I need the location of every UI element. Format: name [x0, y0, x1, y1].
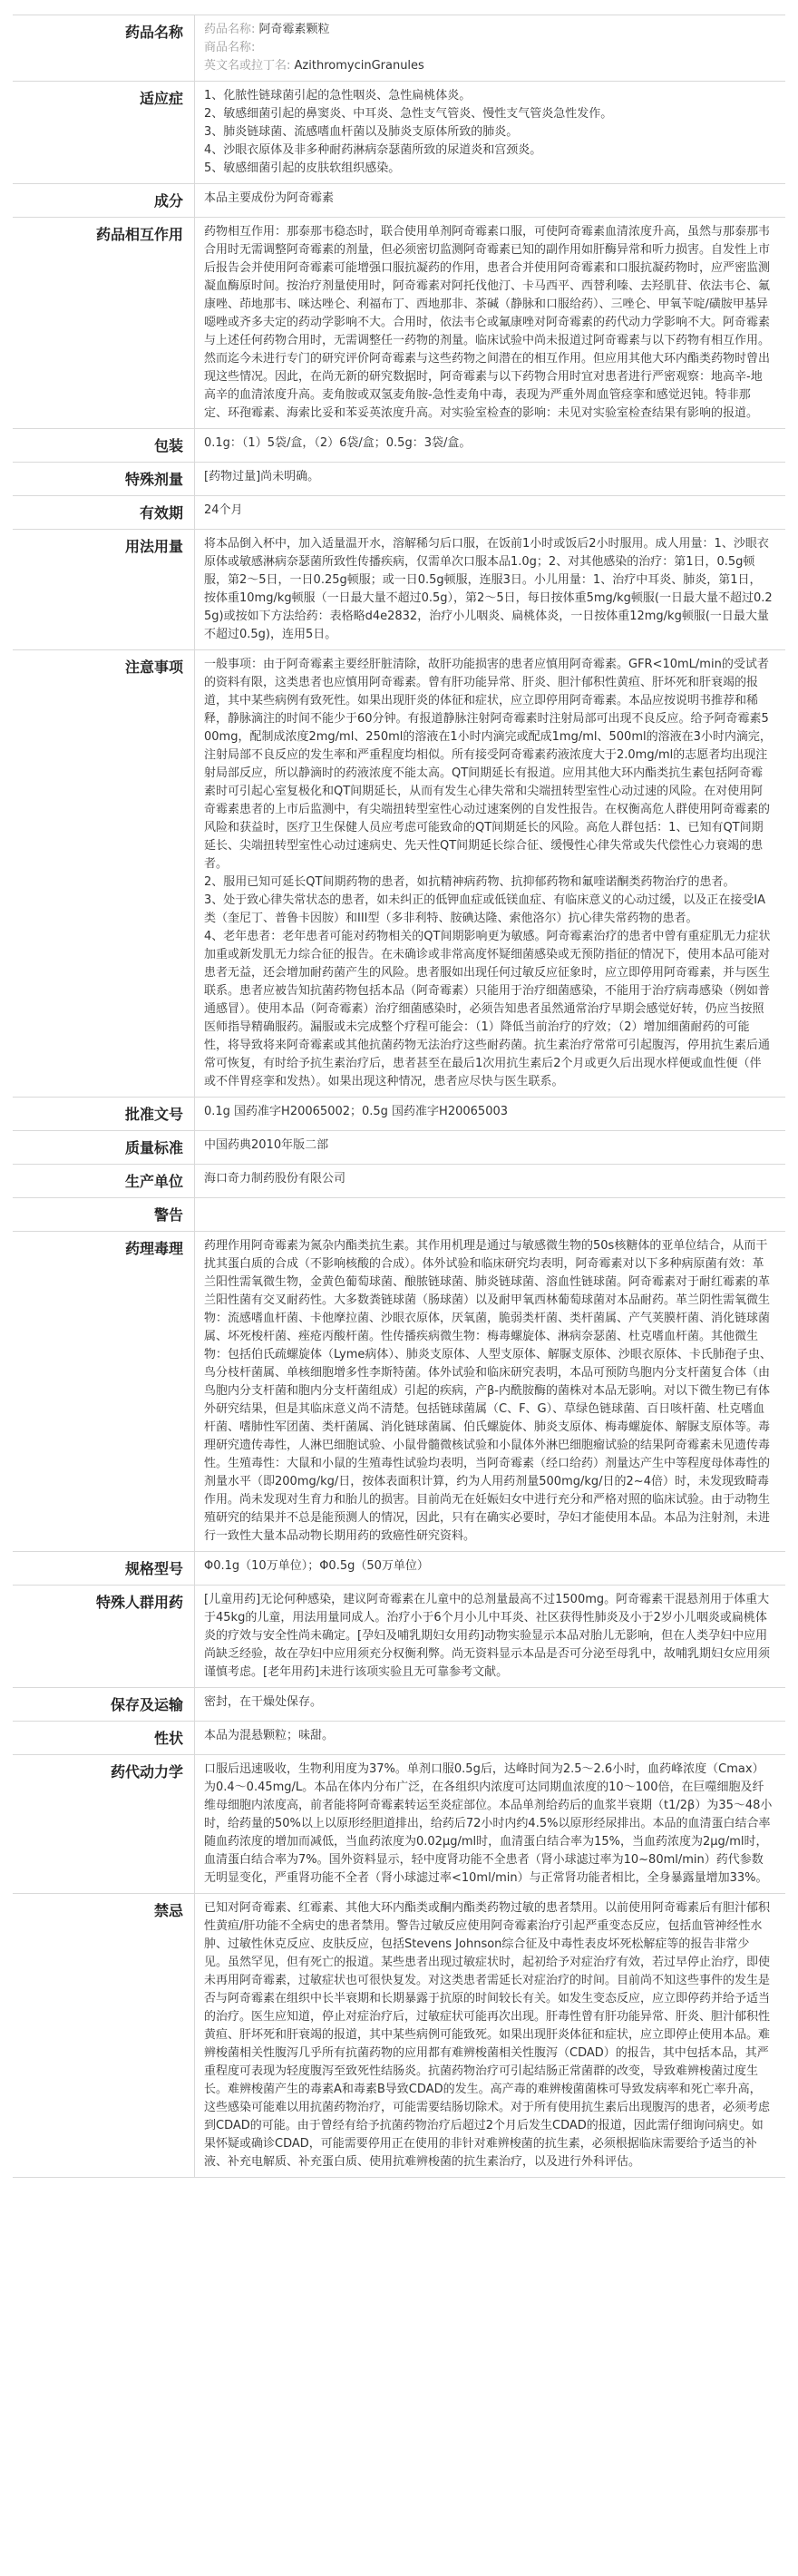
paragraph: 4、沙眼衣原体及非多种耐药淋病奈瑟菌所致的尿道炎和宫颈炎。 [204, 143, 542, 157]
row-section [13, 530, 785, 650]
paragraph: 海口奇力制药股份有限公司 [204, 1172, 346, 1186]
paragraph: 已知对阿奇霉素、红霉素、其他大环内酯类或酮内酯类药物过敏的患者禁用。以前使用阿奇霉素后有胆汁郁积性黄疸/肝功能不全病史的患者禁用。警告过敏反应使用阿奇霉素治疗引起严重变态反应，包括血管神经性水肿、过敏性休克反应、皮肤反应，包括Stevens Johnson综合征及中毒性表皮坏死松解症等的报告非常少见。虽然罕见，但有死亡的报道。某些患者出现过敏症状时，起初给予对症治疗有效，若过早停止治疗，即使未再用阿奇霉素，过敏症状也可很快复发。对这类患者需延长对症治疗的时间。目前尚不知这些事件的发生是否与阿奇霉素在组织中长半衰期和长期暴露于抗原的时间较长有关。如发生变态反应，应立即停药并给予适当的治疗。医生应知道，停止对症治疗后，过敏症状可能再次出现。肝毒性曾有肝功能异常、肝炎、胆汁郁积性黄疸、肝坏死和肝衰竭的报道，其中某些病例可能致死。如果出现肝炎体征和症状，应立即停止使用本品。难辨梭菌相关性腹泻几乎所有抗菌药物的应用都有难辨梭菌相关性腹泻（CDAD）的报告，其中包括本品，其严重程度可表现为轻度腹泻至致死性结肠炎。抗菌药物治疗可引起结肠正常菌群的改变，导致难辨梭菌过度生长。难辨梭菌产生的毒素A和毒素B导致CDAD的发生。高产毒的难辨梭菌菌株可导致发病率和死亡率升高，这些感染可能难以用抗菌药物治疗，可能需要结肠切除术。对于所有使用抗生素后出现腹泻的患者，必须考虑到CDAD的可能。由于曾经有给予抗菌药物治疗后超过2个月后发生CDAD的报道，因此需仔细询问病史。如果怀疑或确诊CDAD，可能需要停用正在使用的非针对难辨梭菌的抗生素，必须根据临床需要给予适当的补液、补充电解质、补充蛋白质、使用抗难辨梭菌的抗生素治疗，以及进行外科评估。 [204, 1901, 771, 2169]
row-section [13, 184, 785, 218]
paragraph: 药物相互作用：那泰那韦稳态时，联合使用单剂阿奇霉素口服，可使阿奇霉素血清浓度升高，虽然与那泰那韦合用时无需调整阿奇霉素的剂量，但必须密切监测阿奇霉素已知的副作用如肝酶异常和听力损害。自发性上市后报告会并使用阿奇霉素可能增强口服抗凝药的作用，患者合并使用阿奇霉素和口服抗凝药物时，应严密监测凝血酶原时间。按治疗剂量使用时，阿奇霉素对阿托伐他汀、卡马西平、西替利嗪、去羟肌苷、依法韦仑、氟康唑、茚地那韦、咪达唑仑、利福布丁、西地那非、茶碱（静脉和口服给药）、三唑仑、甲氧苄啶/磺胺甲基异噁唑或齐多夫定的药动学影响不大。合用时，依法韦仑或氟康唑对阿奇霉素的药代动力学影响不大。阿奇霉素与上述任何药物合用时，无需调整任一药物的剂量。临床试验中尚未报道过阿奇霉素与以下药物有相互作用。然而迄今未进行专门的研究评价阿奇霉素与这些药物之间潜在的相互作用。但应用其他大环内酯类药物时曾出现这些情况。因此，在尚无新的研究数据时，阿奇霉素与以下药物合用时宜对患者进行严密观察：地高辛-地高辛的血清浓度升高。麦角胺或双氢麦角胺-急性麦角中毒，表现为严重外周血管痉挛和感觉迟钝。特非那定、环孢霉素、海索比妥和苯妥英浓度升高。对实验室检查的影响：未见对实验室检查结果有影响的报道。 [204, 225, 771, 420]
row-value [194, 650, 785, 1097]
row-section [13, 496, 785, 530]
row-section [13, 429, 785, 463]
trade-name-key: 商品名称: [204, 41, 256, 54]
row-section [13, 1755, 785, 1894]
paragraph: 口服后迅速吸收，生物利用度为37%。单剂口服0.5g后，达峰时间为2.5～2.6小时，血药峰浓度（Cmax）为0.4～0.45mg/L。本品在体内分布广泛，在各组织内浓度可达同期血浓度的10～100倍，在巨噬细胞及纤维母细胞内浓度高，前者能将阿奇霉素转运至炎症部位。本品单剂给药后的血浆半衰期（t1/2β）为35～48小时，给药量的50%以上以原形经胆道排出，给药后72小时内约4.5%以原形经尿排出。本品的血清蛋白结合率随血药浓度的增加而减低，当血药浓度为0.02μg/ml时，血清蛋白结合率为15%，当血药浓度为2μg/ml时，血清蛋白结合率为7%。国外资料显示，轻中度肾功能不全患者（肾小球滤过率为10~80ml/min）药代参数无明显变化，严重肾功能不全者（肾小球滤过率<10ml/min）与正常肾功能者相比，全身暴露量增加33%。 [204, 1762, 773, 1885]
row-label: 药品名称 [124, 24, 183, 41]
row-value [194, 1586, 785, 1687]
paragraph: 中国药典2010年版二部 [204, 1138, 329, 1152]
row-value [194, 1098, 785, 1130]
generic-name-key: 药品名称: [204, 23, 256, 36]
row-label: 禁忌 [153, 1902, 183, 1919]
paragraph: [药物过量]尚未明确。 [204, 470, 320, 483]
row-drug-name [13, 15, 785, 82]
row-label: 生产单位 [124, 1173, 183, 1190]
row-label: 警告 [153, 1206, 183, 1224]
row-value [194, 496, 785, 529]
row-label: 特殊人群用药 [95, 1594, 183, 1611]
paragraph: 一般事项：由于阿奇霉素主要经肝脏清除，故肝功能损害的患者应慎用阿奇霉素。GFR<10mL/min的受试者的资料有限，这类患者也应慎用阿奇霉素。曾有肝功能异常、肝炎、胆汁郁积性黄疸、肝坏死和肝衰竭的报道，其中某些病例有致死性。如果出现肝炎的体征和症状，应立即停用阿奇霉素。本品应按说明书推荐和稀释，静脉滴注的时间不能少于60分钟。有报道静脉注射阿奇霉素时注射局部可出现不良反应。给予阿奇霉素500mg，配制成浓度2mg/ml、250ml的溶液在1小时内滴完或配成1mg/ml、500ml的溶液在3小时内滴完，注射局部不良反应的发生率和严重程度均相似。所有接受阿奇霉素药液浓度大于2.0mg/ml的志愿者均出现注射局部反应，所以静滴时的药液浓度不能太高。QT间期延长有报道。应用其他大环内酯类抗生素包括阿奇霉素时可引起心室复极化和QT间期延长，从而有发生心律失常和尖端扭转型室性心动过速的风险。在对使用阿奇霉素患者的上市后监测中，有尖端扭转型室性心动过速案例的自发性报告。在权衡高危人群使用阿奇霉素的风险和获益时，医疗卫生保健人员应考虑可能致命的QT间期延长的风险。高危人群包括：1、已知有QT间期延长、尖端扭转型室性心动过速病史、先天性QT间期延长综合征、缓慢性心律失常或失代偿性心力衰竭的患者。 [204, 658, 772, 871]
paragraph: 2、服用已知可延长QT间期药物的患者，如抗精神病药物、抗抑郁药物和氟喹诺酮类药物治疗的患者。 [204, 875, 735, 889]
row-label: 性状 [153, 1730, 183, 1747]
row-section [13, 1232, 785, 1552]
paragraph: 4、老年患者：老年患者可能对药物相关的QT间期影响更为敏感。阿奇霉素治疗的患者中曾有重症肌无力症状加重或新发肌无力综合征的报告。在未确诊或非常高度怀疑细菌感染或无预防指征的情况下，使用本品可能对患者无益，还会增加耐药菌产生的风险。患者服如出现任何过敏反应征象时，应立即停用阿奇霉素，并与医生联系。患者应被告知抗菌药物包括本品（阿奇霉素）只能用于治疗细菌感染，不能用于治疗病毒感染（例如普通感冒）。使用本品（阿奇霉素）治疗细菌感染时，必须告知患者虽然通常治疗早期会感觉好转，仍应当按照医师指导精确服药。漏服或未完成整个疗程可能会：（1）降低当前治疗的疗效；（2）增加细菌耐药的可能性，将导致将来阿奇霉素或其他抗菌药物无法治疗这些耐药菌。抗生素治疗常常可引起腹泻，停用抗生素后通常可恢复，有时给予抗生素治疗后，患者甚至在最后1次用抗生素后2个月或更久后出现水样便或血性便（伴或不伴胃痉挛和发热）。如果出现这种情况，患者应尽快与医生联系。 [204, 930, 771, 1088]
sections-container [13, 82, 785, 2178]
paragraph: Φ0.1g（10万单位）；Φ0.5g（50万单位） [204, 1559, 429, 1573]
paragraph: 药理作用阿奇霉素为氮杂内酯类抗生素。其作用机理是通过与敏感微生物的50s核糖体的亚单位结合，从而干扰其蛋白质的合成（不影响核酸的合成）。体外试验和临床研究均表明，阿奇霉素对以下多种病原菌有效：革兰阳性需氧微生物，金黄色葡萄球菌、酿脓链球菌、肺炎链球菌、溶血性链球菌。阿奇霉素对于耐红霉素的革兰阳性菌有交叉耐药性。大多数粪链球菌（肠球菌）以及耐甲氧西林葡萄球菌对本品耐药。革兰阴性需氧微生物：流感嗜血杆菌、卡他摩拉菌、沙眼衣原体，厌氧菌，脆弱类杆菌、类杆菌属、产气荚膜杆菌、消化链球菌属、坏死梭杆菌、痤疮丙酸杆菌。性传播疾病微生物：梅毒螺旋体、淋病奈瑟菌、杜克嗜血杆菌。其他微生物：包括伯氏疏螺旋体（Lyme病体）、肺炎支原体、人型支原体、解脲支原体、沙眼衣原体、卡氏肺孢子虫、鸟分枝杆菌属、单核细胞增多性李斯特菌。体外试验和临床研究表明，本品可预防鸟胞内分支杆菌复合体（由鸟胞内分支杆菌和胞内分支杆菌组成）引起的疾病，产β-内酰胺酶的菌株对本品无影响。对以下微生物已有体外研究结果，但是其临床意义尚不清楚。包括链球菌属（C、F、G）、草绿色链球菌、百日咳杆菌、杜克嗜血杆菌、嗜肺性军团菌、类杆菌属、消化链球菌属、伯氏螺旋体、肺炎支原体、梅毒螺旋体、解脲支原体等。毒理研究遗传毒性，人淋巴细胞试验、小鼠骨髓微核试验和小鼠体外淋巴细胞瘤试验的结果阿奇霉素未见遗传毒性。生殖毒性：大鼠和小鼠的生殖毒性试验均表明，当阿奇霉素（经口给药）剂量达产生中等程度母体毒性的剂量水平（即200mg/kg/日，按体表面积计算，约为人用药剂量500mg/kg/日的2~4倍）时，未发现致畸毒作用。尚未发现对生育力和胎儿的损害。目前尚无在妊娠妇女中进行充分和严格对照的临床试验。由于动物生殖研究的结果并不总是能预测人的情况，因此，只有在确实必要时，孕妇才能使用本品。本品为注射剂，未进行一致性大量本品动物长期用药的致癌性研究资料。 [204, 1239, 772, 1543]
row-section [13, 82, 785, 184]
paragraph: 24个月 [204, 503, 243, 517]
row-value [194, 1722, 785, 1754]
paragraph: 1、化脓性链球菌引起的急性咽炎、急性扁桃体炎。 [204, 89, 472, 102]
paragraph: 2、敏感细菌引起的鼻窦炎、中耳炎、急性支气管炎、慢性支气管炎急性发作。 [204, 107, 613, 121]
trade-name-line [204, 39, 773, 57]
row-value [194, 82, 785, 183]
row-section [13, 463, 785, 496]
paragraph: 0.1g 国药准字H20065002；0.5g 国药准字H20065003 [204, 1105, 509, 1118]
row-value [194, 1165, 785, 1197]
row-value [194, 1894, 785, 2177]
row-section [13, 1894, 785, 2178]
english-name-value: AzithromycinGranules [294, 59, 424, 73]
row-value [194, 1198, 785, 1231]
row-label: 注意事项 [124, 659, 183, 676]
english-name-line [204, 57, 773, 75]
row-section [13, 1165, 785, 1198]
row-value [194, 1688, 785, 1721]
paragraph: 5、敏感细菌引起的皮肤软组织感染。 [204, 161, 401, 175]
row-section [13, 218, 785, 429]
row-value [194, 15, 785, 81]
paragraph: 将本品倒入杯中，加入适量温开水，溶解稀匀后口服，在饭前1小时或饭后2小时服用。成人用量：1、沙眼衣原体或敏感淋病奈瑟菌所致性传播疾病，仅需单次口服本品1.0g；2、对其他感染的治疗：第1日，0.5g顿服，第2～5日，一日0.25g顿服；或一日0.5g顿服，连服3日。小儿用量：1、治疗中耳炎、肺炎，第1日，按体重10mg/kg顿服（一日最大量不超过0.5g），第2～5日，每日按体重5mg/kg顿服(一日最大量不超过0.25g)或按如下方法给药：表格略d4e2832，治疗小儿咽炎、扁桃体炎，一日按体重12mg/kg顿服(一日最大量不超过0.5g)，连用5日。 [204, 537, 773, 641]
row-label: 用法用量 [124, 538, 183, 555]
row-section [13, 1552, 785, 1586]
row-label: 包装 [153, 437, 183, 454]
row-value [194, 1131, 785, 1164]
row-label: 药代动力学 [110, 1763, 183, 1781]
row-value [194, 184, 785, 217]
row-value [194, 218, 785, 428]
paragraph: 本品为混悬颗粒；味甜。 [204, 1729, 335, 1742]
row-label: 特殊剂量 [124, 471, 183, 488]
paragraph: 0.1g：（1）5袋/盒，（2）6袋/盒；0.5g：3袋/盒。 [204, 436, 472, 450]
row-label: 规格型号 [124, 1560, 183, 1577]
row-value [194, 1552, 785, 1585]
row-label: 保存及运输 [110, 1696, 183, 1713]
row-section [13, 1131, 785, 1165]
row-label: 有效期 [139, 504, 183, 522]
paragraph: [儿童用药]无论何种感染，建议阿奇霉素在儿童中的总剂量最高不过1500mg。阿奇霉素干混悬剂用于体重大于45kg的儿童，用法用量同成人。治疗小于6个月小儿中耳炎、社区获得性肺炎及小于2岁小儿咽炎或扁桃体炎的疗效与安全性尚未确定。[孕妇及哺乳期妇女用药]动物实验显示本品对胎儿无影响，但在人类孕妇中应用尚缺乏经验，故在孕妇中应用须充分权衡利弊。尚无资料显示本品是否可分泌至母乳中，故哺乳期妇女应用须谨慎考虑。[老年用药]未进行该项实验且无可靠参考文献。 [204, 1593, 771, 1679]
paragraph: 密封，在干燥处保存。 [204, 1695, 323, 1709]
row-label: 批准文号 [124, 1106, 183, 1123]
row-value [194, 429, 785, 462]
row-value [194, 530, 785, 649]
english-name-key: 英文名或拉丁名: [204, 59, 291, 73]
row-section [13, 1098, 785, 1131]
row-label: 质量标准 [124, 1139, 183, 1156]
row-label: 适应症 [139, 90, 183, 107]
row-section [13, 1722, 785, 1755]
row-section [13, 1688, 785, 1722]
row-label: 药品相互作用 [95, 226, 183, 243]
row-value [194, 1232, 785, 1551]
row-value [194, 463, 785, 495]
row-section [13, 1198, 785, 1232]
row-section [13, 650, 785, 1098]
generic-name-value: 阿奇霉素颗粒 [258, 23, 330, 36]
drug-info-table [13, 15, 785, 2178]
row-section [13, 1586, 785, 1688]
paragraph: 本品主要成份为阿奇霉素 [204, 191, 335, 205]
row-label: 药理毒理 [124, 1240, 183, 1257]
row-label: 成分 [153, 192, 183, 210]
paragraph: 3、处于致心律失常状态的患者，如未纠正的低钾血症或低镁血症、有临床意义的心动过缓，以及正在接受IA类（奎尼丁、普鲁卡因胺）和III型（多非利特、胺碘达隆、索他洛尔）抗心律失常药物的患者。 [204, 893, 765, 925]
generic-name-line [204, 21, 773, 39]
row-value [194, 1755, 785, 1893]
paragraph: 3、肺炎链球菌、流感嗜血杆菌以及肺炎支原体所致的肺炎。 [204, 125, 519, 139]
